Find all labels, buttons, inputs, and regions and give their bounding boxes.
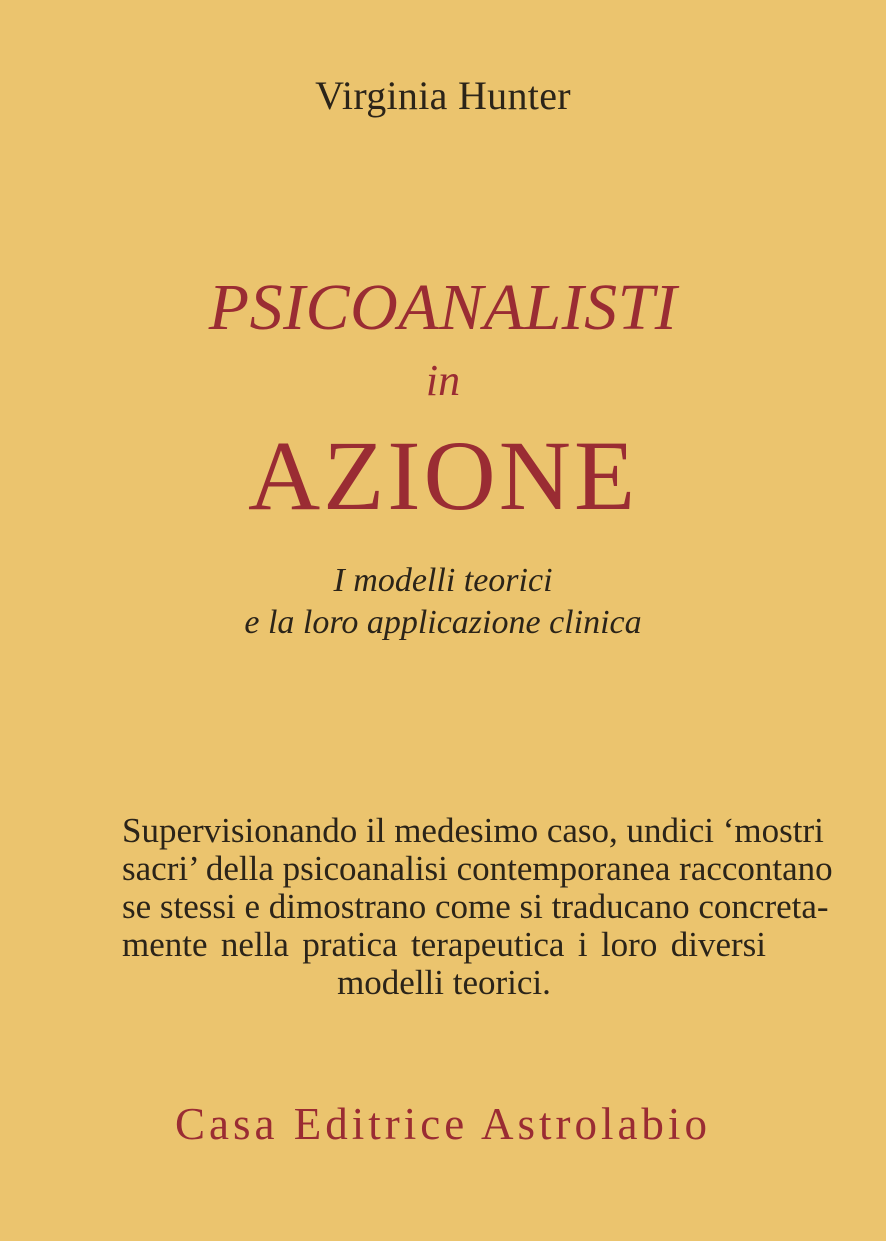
blurb-line: mente nella pratica terapeutica i loro diversi bbox=[122, 925, 766, 964]
back-blurb bbox=[122, 811, 833, 1002]
blurb-line: modelli teorici. bbox=[337, 963, 551, 1002]
blurb-line: Supervisionando il medesimo caso, undici ‘mostri bbox=[122, 811, 824, 850]
subtitle-line-2: e la loro applicazione clinica bbox=[244, 604, 642, 641]
subtitle-line-1: I modelli teorici bbox=[333, 562, 553, 599]
author-name: Virginia Hunter bbox=[315, 73, 571, 118]
title-second: AZIONE bbox=[247, 420, 639, 531]
blurb-line: se stessi e dimostrano come si traducano concreta- bbox=[122, 887, 829, 926]
publisher-name: Casa Editrice Astrolabio bbox=[175, 1099, 711, 1149]
title-main: PSICOANALISTI bbox=[208, 271, 678, 344]
subtitle bbox=[0, 560, 886, 644]
title-connector: in bbox=[425, 356, 461, 405]
blurb-line: sacri’ della psicoanalisi contemporanea raccontano bbox=[122, 849, 833, 888]
